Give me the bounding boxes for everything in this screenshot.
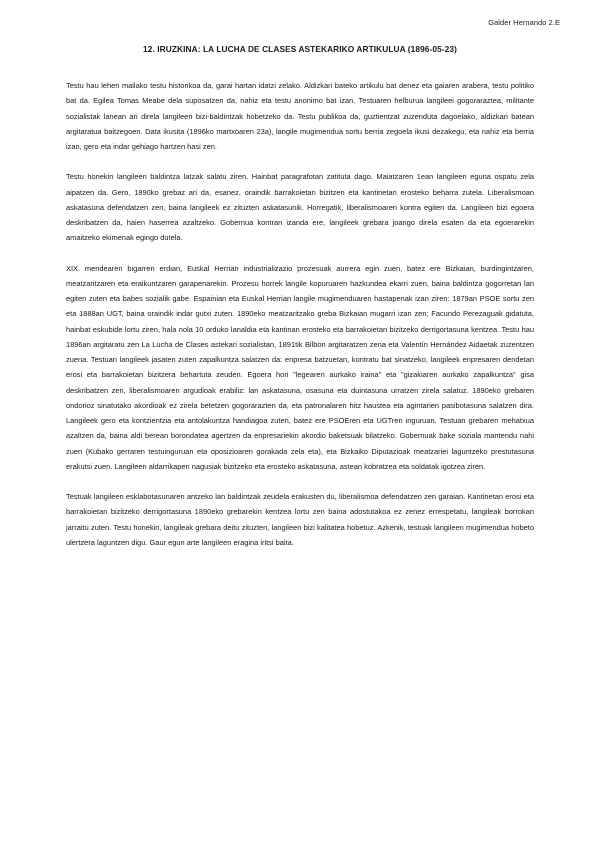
document-body bbox=[66, 78, 534, 565]
paragraph-3: XIX. mendearen bigarren erdian, Euskal Herrian industrializazio prozesuak aurrera egin zuen, batez ere Bizkaian, burdingintzaren, meatzaritzaren eta eraikuntzaren garapenarekin. Prozesu horrek langile kopuruaren hazkundea ekarri zuen, baina baldintza gogorretan lan egiten zuten eta babes sozialik gabe. Espainian eta Euskal Herrian langile mugimenduaren hastapenak izan ziren: 1879an PSOE sortu zen eta 1888an UGT, baina oraindik indar gutxi zuten. 1890eko meatzaritzako greba Bizkaian mugarri izan zen; Facundo Perezaguak gidatuta, hainbat eskubide lortu ziren, hala nola 10 orduko lanaldia eta kantinan erosteko eta barrakoietan bizitzeko derrigortasuna kentzea. Testu hau 1896an argitaratu zen La Lucha de Clases astekari sozialistan, 1891tik Bilbon argitaratzen zena eta Valentín Hernández Aidaetak zuzentzen zuena. Testuan langileek jasaten zuten zapalkuntza salatzen da: enpresa batzuetan, kontratu bat sinatzeko, langileek enpresaren dendetan erosi eta barrakoietan bizitzera behartuta zeuden. Egoera hori "legearen aurkako iraina" eta "gizakiaren aurkako zapalkuntza" gisa deskribatzen zen, liberalismoaren argudioak erabiliz: lan askatasuna, osasuna eta duintasuna urratzen zirela salatuz. 1890eko grebaren ondorioz sinatutako akordioak ez zirela betetzen gogorarazten da, eta patronalaren hitz haustea eta agintarien pasibotasuna salatzen dira. Langileek gero eta kontzientzia eta antolakuntza handiagoa zuten, batez ere PSOEren eta UGTren inguruan. Testuan grebaren mehatxua azaltzen da, baina aldi berean borondatea agertzen da enpresariekin akordio baketsuak bilatzeko. Gobernuak bake soziala mantendu nahi zuen (Kubako gerraren testuinguruan eta oposizioaren gorakada zela eta), eta Bizkaiko Diputazioak meatzariei laguntzeko prestutasuna erakutsi zuen. Langileen aldarrikapen nagusiak bizitzeko eta erosteko askatasuna, astean kobratzea eta soldatak igotzea ziren. bbox=[66, 263, 534, 471]
paragraph-1: Testu hau lehen mailako testu historikoa da, garai hartan idatzi zelako. Aldizkari bateko artikulu bat denez eta gaiaren arabera, testu politiko bat da. Egilea Tomas Meabe dela suposatzen da, nahiz eta testu anonimo bat izan. Testuaren helburua langileei gogoraraztea, militante sozialistak lanean ari direla langileen bizi-baldintzak hobetzeko da. Testu publikoa da, guztientzat zuzenduta dagoelako, aldizkari batean argitaratua baitzegoen. Data ikusita (1896ko martxoaren 23a), langile mugimendua sortu berria zegoela ikusi dezakegu, eta nahiz eta berria izan, gero eta indar gehiago hartzen hasi zen. bbox=[66, 81, 534, 151]
author-header: Galder Hernando 2.E bbox=[488, 18, 560, 27]
document-title: 12. IRUZKINA: LA LUCHA DE CLASES ASTEKARIKO ARTIKULUA (1896-05-23) bbox=[143, 44, 457, 54]
paragraph-4: Testuak langileen esklabotasunaren antzeko lan baldintzak zeudela erakusten du, liberalismoa defendatzen zen garaian. Kantinetan erosi eta barrakoietan bizitzeko derrigortasuna 1890eko grebarekin kentzea lortu zen baina adostutakoa ez zenez errespetatu, langileak borrokan jarraitu zuten. Testu honekin, langileak grebara deitu zituzten, langileen bizi kalitatea hobetuz. Azkenik, testuak langileen mugimendua hobeto ulertzera laguntzen digu. Gaur egun arte langileen eragina iritsi baita. bbox=[66, 492, 534, 547]
paragraph-2: Testu honekin langileen baldintza latzak salatu ziren. Hainbat paragrafotan zatituta dago. Maiatzaren 1ean langileen eguna ospatu zela aipatzen da. Gero, 1890ko grebaz ari da, esanez, oraindik barrakoietan bizitzen eta kantinetan erosteko beharra zutela. Liberalismoan askatasuna defendatzen zen, baina langileek ez zituzten askatasunik. Horregatik, liberalismoaren kontra egiten da. Langileen bizi egoera deskribatzen da, haien haserrea azaltzeko. Gobernua kontran izanda ere, langileek grebara joango direla esaten da eta egoerarekin amaitzeko ekimenak egingo dutela. bbox=[66, 172, 534, 243]
